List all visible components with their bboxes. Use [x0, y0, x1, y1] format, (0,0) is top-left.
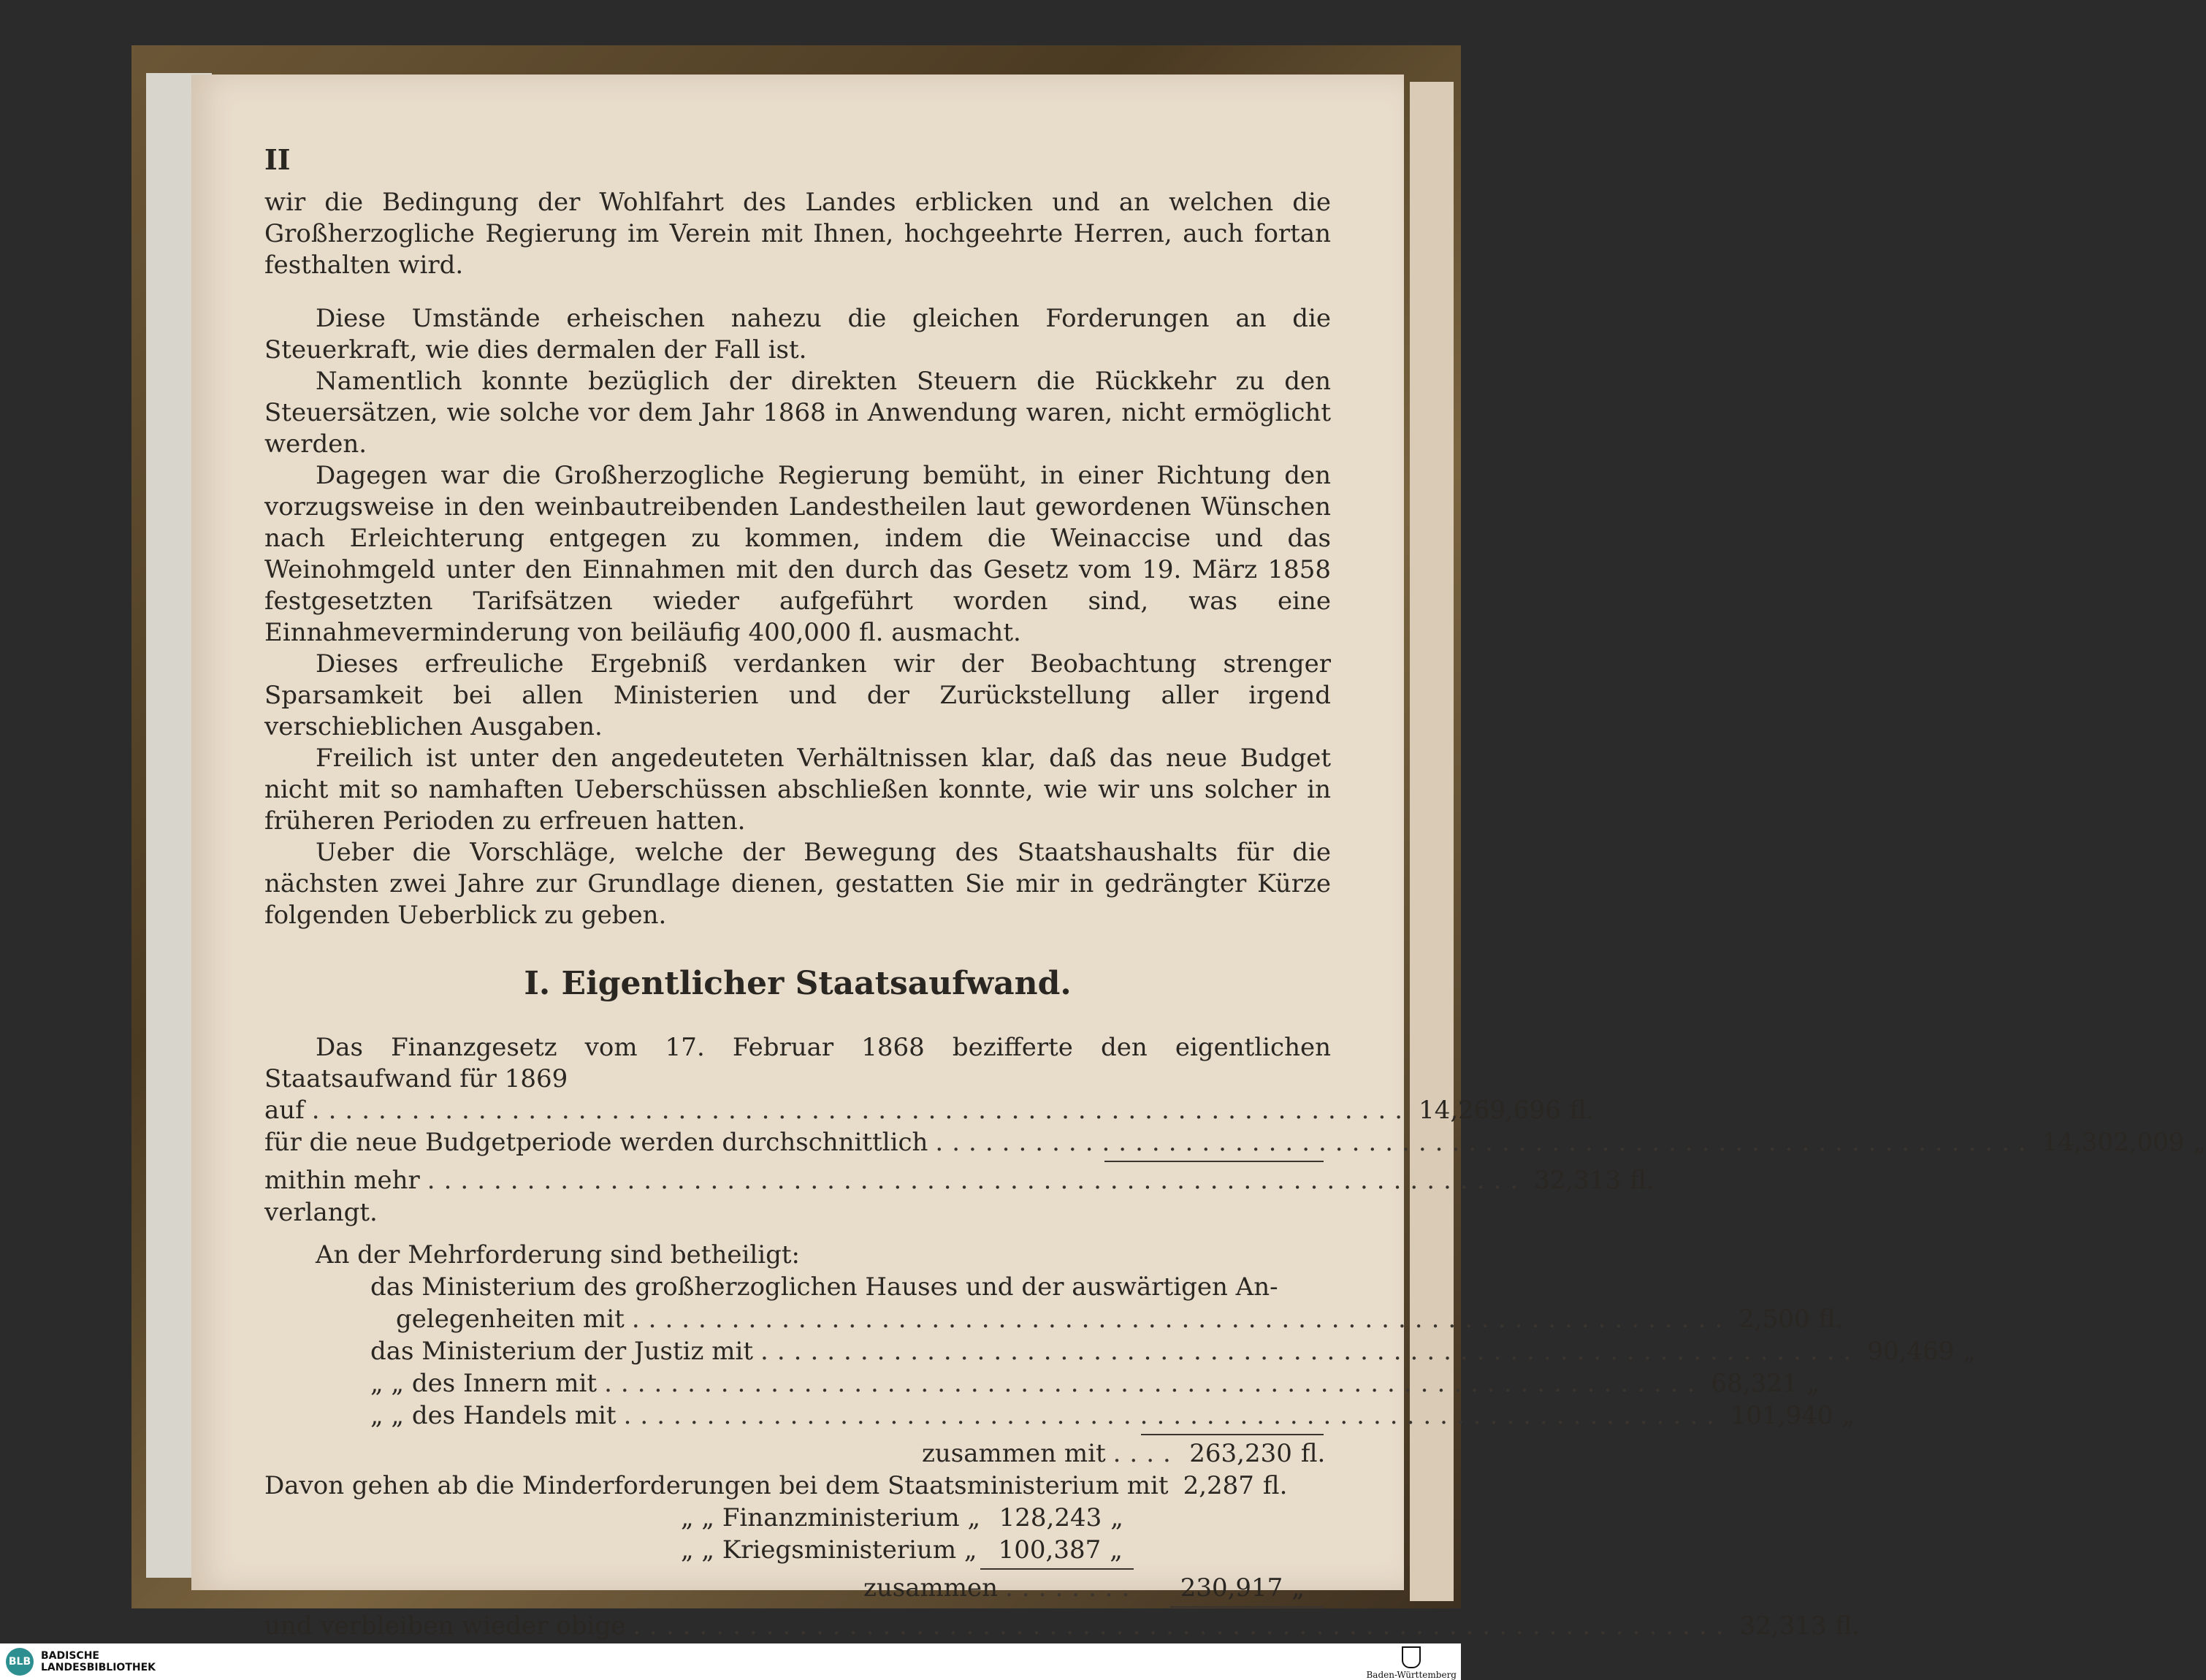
- table-row: für die neue Budgetperiode werden durchschnittlich .................................................................. 14,302,009 „: [264, 1128, 2206, 1157]
- table-row: Davon gehen ab die Minderforderungen bei dem Staatsministerium mit 2,287 fl.: [264, 1471, 1288, 1500]
- amount: 100,387: [998, 1535, 1102, 1565]
- table-row: zusammen ........ 230,917 „: [863, 1573, 1305, 1603]
- paragraph-3: Namentlich konnte bezüglich der direkten Steuern die Rückkehr zu den Steuersätzen, wie solche vor dem Jahr 1868 in Anwendung waren, nicht ermöglicht werden.: [264, 367, 1331, 459]
- paragraph-5: Dieses erfreuliche Ergebniß verdanken wir der Beobachtung strenger Sparsamkeit bei allen Ministerien und der Zurückstellung aller irgend verschieblichen Ausgaben.: [264, 649, 1331, 741]
- table-row: „ „ des Innern mit .................................................................. 68,321 „: [370, 1369, 1820, 1398]
- footer-bar: [0, 1643, 1461, 1680]
- share-intro: An der Mehrforderung sind betheiligt:: [316, 1240, 800, 1269]
- page-number: II: [264, 143, 291, 176]
- paragraph-1: wir die Bedingung der Wohlfahrt des Landes erblicken und an welchen die Großherzogliche Regierung im Verein mit Ihnen, hochgeehrte Herren, auch fortan festhalten wird.: [264, 188, 1331, 280]
- amount: 32,313: [1534, 1166, 1622, 1195]
- paragraph-6: Freilich ist unter den angedeuteten Verhältnissen klar, daß das neue Budget nicht mit so namhaften Ueberschüssen abschließen konnte, wie wir uns solcher in früheren Perioden zu erfreuen hatten.: [264, 744, 1331, 836]
- intro-line: Das Finanzgesetz vom 17. Februar 1868 bezifferte den eigentlichen Staatsaufwand für 1869: [264, 1033, 1331, 1093]
- paragraph-4: Dagegen war die Großherzogliche Regierung bemüht, in einer Richtung den vorzugsweise in den weinbautreibenden Landestheilen laut gewordenen Wünschen nach Erleichterung entgegen zu kommen, indem die Weinaccise und das Weinohmgeld unter den Einnahmen mit den durch das Gesetz vom 19. März 1858 festgesetzten Tarifsätzen wieder aufgeführt worden sind, was eine Einnahmeverminderung von beiläufig 400,000 fl. ausmacht.: [264, 461, 1331, 647]
- amount: 2,500: [1739, 1305, 1810, 1334]
- library-name: BADISCHE LANDESBIBLIOTHEK: [41, 1650, 156, 1673]
- amount: 90,469: [1867, 1337, 1955, 1366]
- page-content: [264, 143, 2206, 1643]
- amount: 128,243: [999, 1503, 1102, 1532]
- amount: 32,313: [1739, 1611, 1827, 1641]
- amount: 263,230: [1189, 1439, 1292, 1468]
- paragraph-2: Diese Umstände erheischen nahezu die gleichen Forderungen an die Steuerkraft, wie dies dermalen der Fall ist.: [264, 304, 1331, 364]
- table-row: auf .................................................................. 14,269,696 fl.: [264, 1096, 1595, 1125]
- amount: 14,302,009: [2042, 1128, 2185, 1157]
- table-row: gelegenheiten mit .................................................................. 2,500 fl.: [396, 1305, 1843, 1334]
- table-row: das Ministerium der Justiz mit .................................................................. 90,469 „: [370, 1337, 1976, 1366]
- amount: 2,287: [1183, 1471, 1254, 1500]
- table-row: zusammen mit .... 263,230 fl.: [922, 1439, 1326, 1468]
- crest-icon: [1402, 1646, 1421, 1668]
- ministry-line: das Ministerium des großherzoglichen Hauses und der auswärtigen An-: [370, 1272, 1278, 1302]
- table-note: verlangt.: [264, 1198, 378, 1227]
- paragraph-7: Ueber die Vorschläge, welche der Bewegung des Staatshaushalts für die nächsten zwei Jahre zur Grundlage dienen, gestatten Sie mir in gedrängter Kürze folgenden Ueberblick zu geben.: [264, 838, 1331, 930]
- blb-logo-icon[interactable]: BLB: [6, 1648, 34, 1676]
- table-row: „ „ Kriegsministerium „ 100,387 „: [681, 1535, 1123, 1565]
- amount: 230,917: [1180, 1573, 1283, 1603]
- table-row: und verbleiben wieder obige .................................................................. 32,313 fl.: [264, 1611, 1860, 1641]
- amount: 14,269,696: [1419, 1096, 1561, 1125]
- table-row: „ „ Finanzministerium „ 128,243 „: [681, 1503, 1123, 1532]
- amount: 101,940: [1730, 1401, 1833, 1430]
- table-row: mithin mehr .................................................................. 32,313 fl.: [264, 1166, 1654, 1195]
- table-row: „ „ des Handels mit .................................................................. 101,940 „: [370, 1401, 1855, 1430]
- amount: 68,321: [1711, 1369, 1798, 1398]
- section-heading: I. Eigentlicher Staatsaufwand.: [524, 965, 1072, 1002]
- state-mark: Baden-Württemberg: [1366, 1646, 1457, 1680]
- document-page: [191, 75, 2206, 1641]
